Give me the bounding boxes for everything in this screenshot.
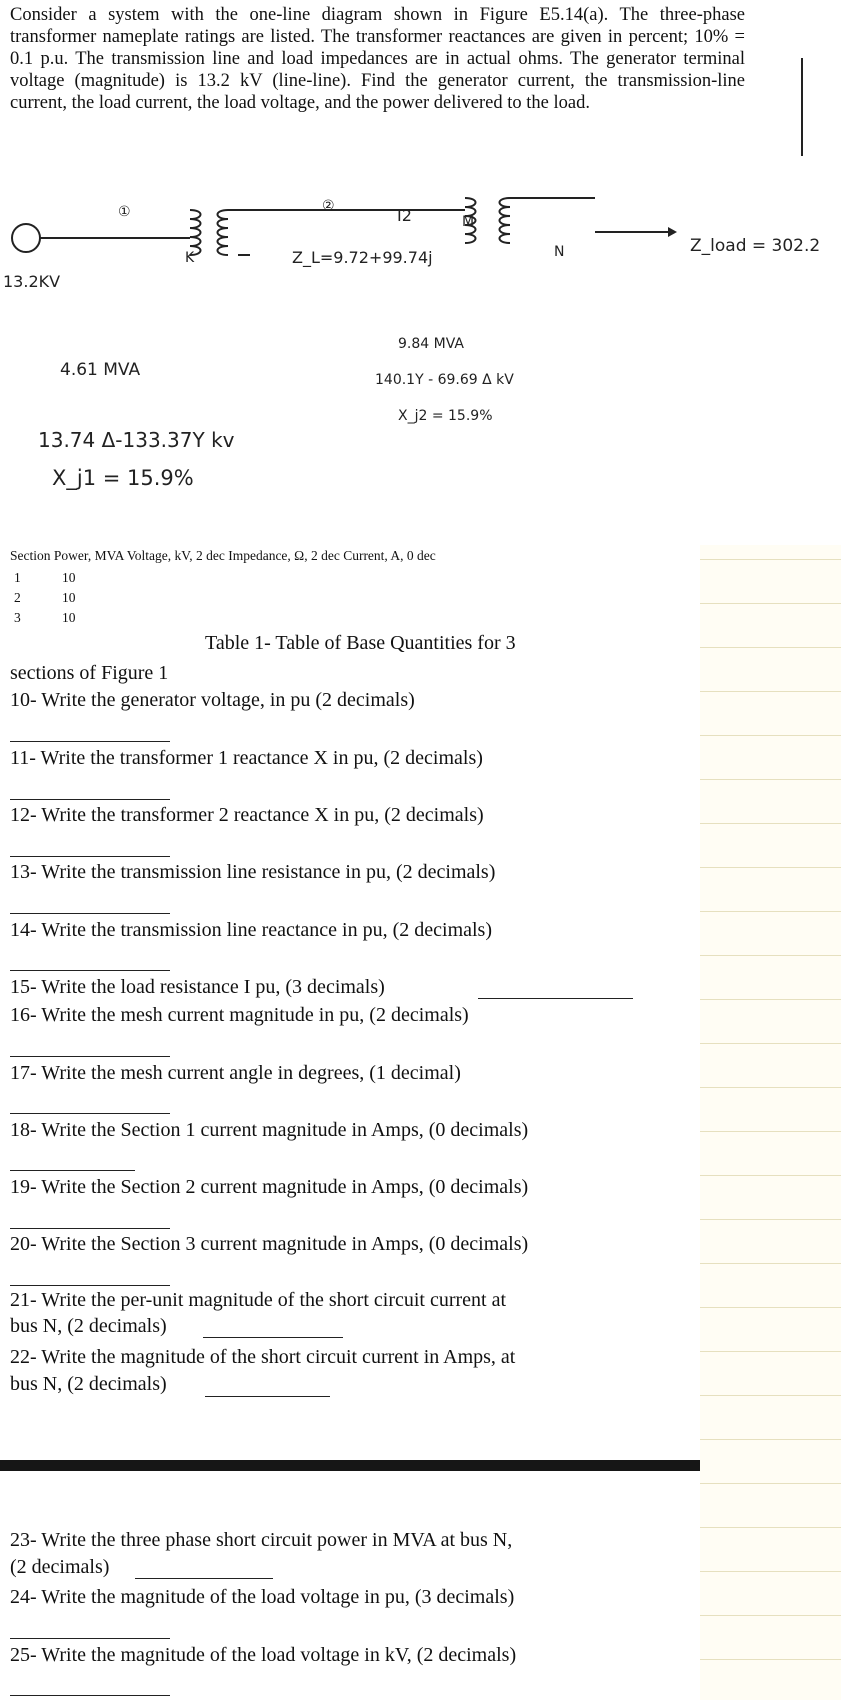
answer-blank-18[interactable] <box>10 1170 135 1171</box>
question-19: 19- Write the Section 2 current magnitude in Amps, (0 decimals) <box>10 1176 529 1198</box>
question-20: 20- Write the Section 3 current magnitude in Amps, (0 decimals) <box>10 1233 529 1255</box>
problem-statement: Consider a system with the one-line diagram shown in Figure E5.14(a). The three-phase transformer nameplate ratings are listed. The transformer reactances are given in percent; 10% = 0.1 p.u. The transmission line and load impedances are in actual ohms. The generator terminal voltage (magnitude) is 13.2 kV (line-line). Find the generator current, the transmission-line current, the load current, the load voltage, and the power delivered to the load. <box>10 5 745 113</box>
transformer2-rating: 9.84 MVA <box>398 336 464 352</box>
question-15: 15- Write the load resistance I pu, (3 decimals) <box>10 976 385 998</box>
question-14: 14- Write the transmission line reactance in pu, (2 decimals) <box>10 919 493 941</box>
answer-blank-10[interactable] <box>10 741 170 742</box>
transformer2-secondary-winding <box>500 198 511 243</box>
answer-blank-12[interactable] <box>10 856 170 857</box>
question-21: 21- Write the per-unit magnitude of the short circuit current at <box>10 1289 507 1311</box>
answer-blank-25[interactable] <box>10 1695 170 1696</box>
answer-blank-14[interactable] <box>10 970 170 971</box>
section-number: 3 <box>14 610 21 625</box>
transformer1-voltage: 13.74 Δ-133.37Y kv <box>38 428 235 452</box>
answer-blank-13[interactable] <box>10 913 170 914</box>
answer-blank-20[interactable] <box>10 1285 170 1286</box>
table-caption-continued: sections of Figure 1 <box>10 662 169 684</box>
transformer2-voltage: 140.1Y - 69.69 Δ kV <box>375 372 514 388</box>
answer-blank-17[interactable] <box>10 1113 170 1114</box>
transformer1-rating: 4.61 MVA <box>60 360 141 380</box>
table-header: Section Power, MVA Voltage, kV, 2 dec Impedance, Ω, 2 dec Current, A, 0 dec <box>10 548 436 563</box>
table-row <box>14 570 76 586</box>
line-current-label: I2 <box>397 206 412 225</box>
generator-symbol <box>12 224 40 252</box>
question-17: 17- Write the mesh current angle in degrees, (1 decimal) <box>10 1062 461 1084</box>
answer-blank-15[interactable] <box>478 998 633 999</box>
answer-blank-24[interactable] <box>10 1638 170 1639</box>
line-impedance-label: Z_L=9.72+99.74j <box>292 248 433 267</box>
section-power: 10 <box>62 610 76 625</box>
table-row <box>14 610 76 626</box>
one-line-diagram <box>0 180 700 300</box>
question-23-continued: (2 decimals) <box>10 1556 110 1578</box>
question-23: 23- Write the three phase short circuit power in MVA at bus N, <box>10 1529 513 1551</box>
question-13: 13- Write the transmission line resistance in pu, (2 decimals) <box>10 861 496 883</box>
transformer1-primary-winding <box>190 210 201 255</box>
transformer1-reactance: X_j1 = 15.9% <box>52 466 194 490</box>
page-separator <box>0 1460 700 1471</box>
table-caption: Table 1- Table of Base Quantities for 3 <box>205 632 516 654</box>
load-impedance-label: Z_load = 302.2 <box>690 236 821 256</box>
question-16: 16- Write the mesh current magnitude in pu, (2 decimals) <box>10 1004 469 1026</box>
answer-blank-19[interactable] <box>10 1228 170 1229</box>
question-22-continued: bus N, (2 decimals) <box>10 1373 167 1395</box>
question-10: 10- Write the generator voltage, in pu (2 decimals) <box>10 689 415 711</box>
question-25: 25- Write the magnitude of the load voltage in kV, (2 decimals) <box>10 1644 517 1666</box>
transformer1-secondary-winding <box>218 210 229 255</box>
question-12: 12- Write the transformer 2 reactance X in pu, (2 decimals) <box>10 804 484 826</box>
question-21-continued: bus N, (2 decimals) <box>10 1315 167 1337</box>
transformer2-reactance: X_j2 = 15.9% <box>398 408 493 424</box>
section-2-marker: ② <box>322 198 335 214</box>
notepad-strip <box>700 545 841 1700</box>
section-number: 2 <box>14 590 21 605</box>
answer-blank-16[interactable] <box>10 1056 170 1057</box>
section-power: 10 <box>62 590 76 605</box>
answer-blank-21[interactable] <box>203 1337 343 1338</box>
bus-n-label: N <box>554 244 565 260</box>
section-1-marker: ① <box>118 204 131 220</box>
question-18: 18- Write the Section 1 current magnitude in Amps, (0 decimals) <box>10 1119 529 1141</box>
question-22: 22- Write the magnitude of the short circuit current in Amps, at <box>10 1346 516 1368</box>
section-number: 1 <box>14 570 21 585</box>
margin-bar <box>801 58 803 156</box>
generator-voltage-label: 13.2KV <box>3 272 61 291</box>
bus-k-label: K <box>185 250 195 266</box>
table-row <box>14 590 76 606</box>
answer-blank-23[interactable] <box>135 1578 273 1579</box>
question-24: 24- Write the magnitude of the load voltage in pu, (3 decimals) <box>10 1586 515 1608</box>
question-11: 11- Write the transformer 1 reactance X in pu, (2 decimals) <box>10 747 483 769</box>
section-power: 10 <box>62 570 76 585</box>
answer-blank-11[interactable] <box>10 799 170 800</box>
bus-m-label: M <box>462 214 475 230</box>
answer-blank-22[interactable] <box>205 1396 330 1397</box>
